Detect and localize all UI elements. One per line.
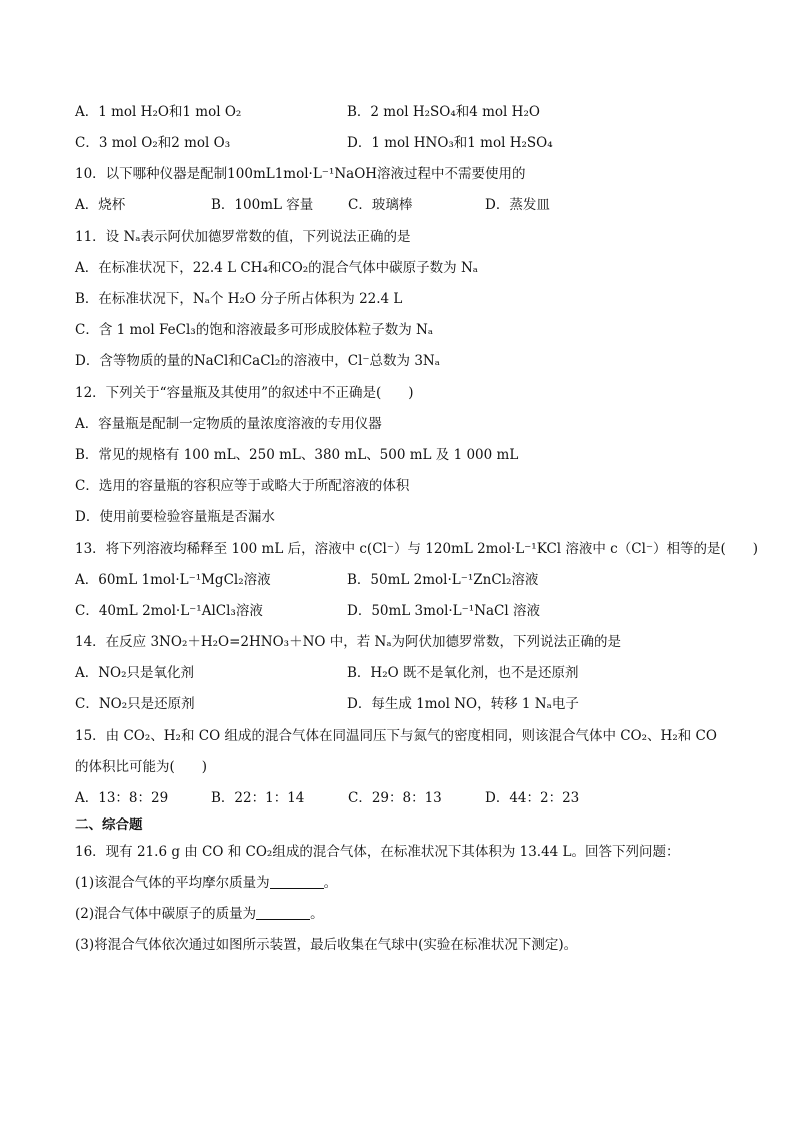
q16-part1-answer-blank[interactable]	[270, 874, 324, 889]
q11-option-b[interactable]: B．在标准状况下，Nₐ个 H₂O 分子所占体积为 22.4 L	[75, 291, 403, 307]
q16-part2-end: 。	[310, 906, 324, 922]
q16-part2-text: (2)混合气体中碳原子的质量为	[75, 906, 257, 922]
q16-part1-end: 。	[323, 875, 338, 891]
q9-option-b[interactable]: B．2 mol H₂SO₄和4 mol H₂O	[347, 104, 540, 120]
q12-option-b[interactable]: B．常见的规格有 100 mL、250 mL、380 mL、500 mL 及 1 000 mL	[75, 447, 519, 463]
q10-option-a[interactable]: A．烧杯	[75, 197, 126, 213]
q14-option-d[interactable]: D．每生成 1mol NO，转移 1 Nₐ电子	[347, 696, 579, 712]
q10-option-b[interactable]: B．100mL 容量	[211, 197, 314, 213]
q9-option-d[interactable]: D．1 mol HNO₃和1 mol H₂SO₄	[347, 135, 553, 151]
q10-option-d[interactable]: D．蒸发皿	[485, 197, 550, 213]
q12-stem: 12．下列关于“容量瓶及其使用”的叙述中不正确是( )	[75, 385, 414, 401]
q15-option-a[interactable]: A．13：8：29	[75, 790, 169, 806]
q11-option-d[interactable]: D．含等物质的量的NaCl和CaCl₂的溶液中，Cl⁻总数为 3Nₐ	[75, 353, 440, 369]
q16-stem: 16．现有 21.6 g 由 CO 和 CO₂组成的混合气体，在标准状况下其体积为 13.44 L。回答下列问题：	[75, 844, 680, 860]
q16-part1-text: (1)该混合气体的平均摩尔质量为	[75, 875, 270, 891]
q10-stem: 10．以下哪种仪器是配制100mL1mol·L⁻¹NaOH溶液过程中不需要使用的	[75, 166, 526, 182]
q14-option-c[interactable]: C．NO₂只是还原剂	[75, 696, 195, 712]
q12-option-d[interactable]: D．使用前要检验容量瓶是否漏水	[75, 509, 275, 525]
q16-part2-answer-blank[interactable]	[256, 905, 310, 920]
q15-stem-line2: 的体积比可能为( )	[75, 759, 208, 775]
q9-option-a[interactable]: A．1 mol H₂O和1 mol O₂	[75, 104, 242, 120]
q11-option-a[interactable]: A．在标准状况下，22.4 L CH₄和CO₂的混合气体中碳原子数为 Nₐ	[75, 260, 478, 276]
q13-option-a[interactable]: A．60mL 1mol·L⁻¹MgCl₂溶液	[75, 572, 271, 588]
q12-option-c[interactable]: C．选用的容量瓶的容积应等于或略大于所配溶液的体积	[75, 478, 410, 494]
q15-option-d[interactable]: D．44：2：23	[485, 790, 580, 806]
q14-stem: 14．在反应 3NO₂＋H₂O=2HNO₃＋NO 中，若 Nₐ为阿伏加德罗常数，下列说法正确的是	[75, 634, 622, 650]
q16-part2	[75, 904, 324, 924]
q13-stem: 13．将下列溶液均稀释至 100 mL 后，溶液中 c(Cl⁻）与 120mL 2mol·L⁻¹KCl 溶液中 c（Cl⁻）相等的是( )	[75, 541, 759, 557]
q13-option-c[interactable]: C．40mL 2mol·L⁻¹AlCl₃溶液	[75, 603, 263, 619]
q13-option-d[interactable]: D．50mL 3mol·L⁻¹NaCl 溶液	[347, 603, 540, 619]
q9-option-c[interactable]: C．3 mol O₂和2 mol O₃	[75, 135, 231, 151]
q13-option-b[interactable]: B．50mL 2mol·L⁻¹ZnCl₂溶液	[347, 572, 539, 588]
q11-stem: 11．设 Nₐ表示阿伏加德罗常数的值，下列说法正确的是	[75, 229, 411, 245]
q15-option-c[interactable]: C．29：8：13	[348, 790, 442, 806]
q15-stem-line1: 15．由 CO₂、H₂和 CO 组成的混合气体在同温同压下与氮气的密度相同，则该混合气体中 CO₂、H₂和 CO	[75, 728, 717, 744]
q16-part3: (3)将混合气体依次通过如图所示装置，最后收集在气球中(实验在标准状况下测定)。	[75, 937, 578, 953]
q14-option-a[interactable]: A．NO₂只是氧化剂	[75, 665, 195, 681]
section-heading: 二、综合题	[75, 817, 143, 833]
q16-part1	[75, 873, 337, 893]
q12-option-a[interactable]: A．容量瓶是配制一定物质的量浓度溶液的专用仪器	[75, 416, 382, 432]
q14-option-b[interactable]: B．H₂O 既不是氧化剂，也不是还原剂	[347, 665, 579, 681]
q15-option-b[interactable]: B．22：1：14	[211, 790, 305, 806]
q10-option-c[interactable]: C．玻璃棒	[348, 197, 413, 213]
q11-option-c[interactable]: C．含 1 mol FeCl₃的饱和溶液最多可形成胶体粒子数为 Nₐ	[75, 322, 434, 338]
